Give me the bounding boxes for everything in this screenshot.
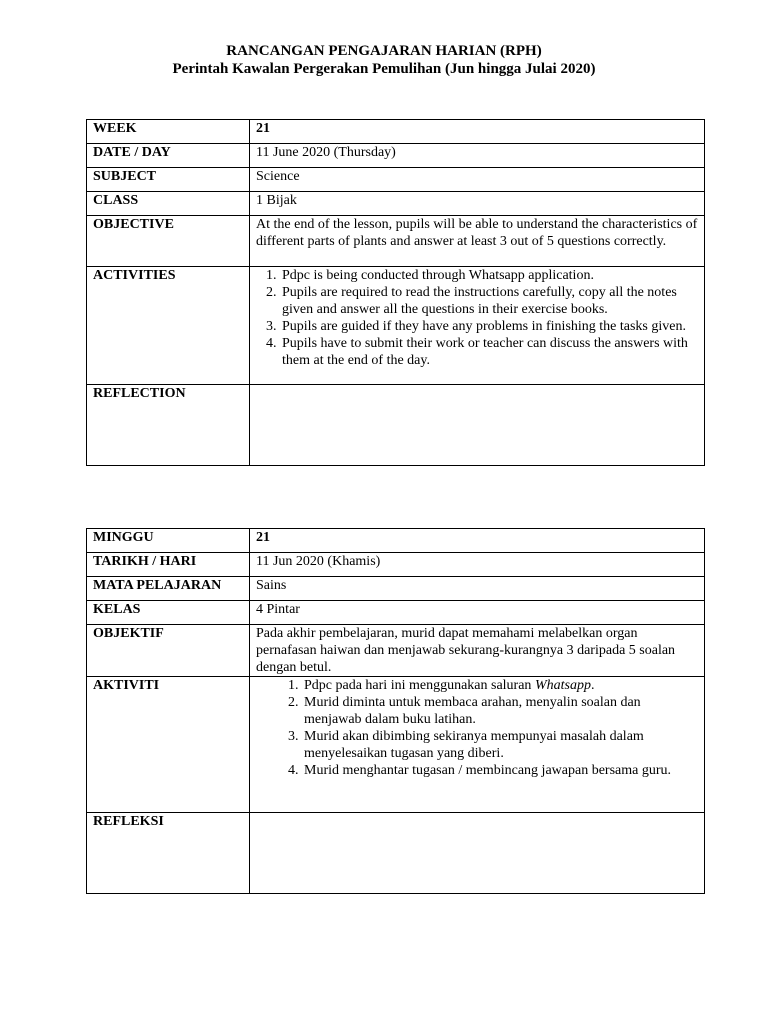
- aktiviti-cell: [250, 677, 705, 813]
- table-row: [87, 192, 705, 216]
- reflection-label: REFLECTION: [87, 385, 250, 466]
- objective-value: At the end of the lesson, pupils will be able to understand the characteristics of different parts of plants and answer at least 3 out of 5 questions correctly.: [250, 216, 705, 267]
- list-item: 4. Murid menghantar tugasan / membincang jawapan bersama guru.: [302, 762, 698, 779]
- kelas-value: 4 Pintar: [250, 601, 705, 625]
- document-subtitle: Perintah Kawalan Pergerakan Pemulihan (Jun hingga Julai 2020): [172, 61, 596, 77]
- kelas-label: KELAS: [87, 601, 250, 625]
- mata-pelajaran-label: MATA PELAJARAN: [87, 577, 250, 601]
- list-item: 1. Pdpc is being conducted through Whatsapp application.: [280, 267, 698, 284]
- subject-label: SUBJECT: [87, 168, 250, 192]
- reflection-value: [250, 385, 705, 466]
- objektif-label: OBJEKTIF: [87, 625, 250, 677]
- week-label: WEEK: [87, 120, 250, 144]
- subject-value: Science: [250, 168, 705, 192]
- minggu-value: 21: [250, 529, 705, 553]
- document-header: [0, 42, 768, 78]
- lesson-plan-table-malay: [86, 528, 705, 894]
- table-row: [87, 601, 705, 625]
- tarikh-label: TARIKH / HARI: [87, 553, 250, 577]
- list-item: [302, 677, 698, 694]
- list-item: 3. Pupils are guided if they have any problems in finishing the tasks given.: [280, 318, 698, 335]
- class-value: 1 Bijak: [250, 192, 705, 216]
- aktiviti-1-suffix: .: [590, 678, 595, 693]
- refleksi-label: REFLEKSI: [87, 813, 250, 894]
- aktiviti-list: [256, 677, 698, 779]
- week-value: 21: [250, 120, 705, 144]
- class-label: CLASS: [87, 192, 250, 216]
- table-row: [87, 577, 705, 601]
- activities-label: ACTIVITIES: [87, 267, 250, 385]
- document-title: RANCANGAN PENGAJARAN HARIAN (RPH): [226, 43, 542, 59]
- date-value: 11 June 2020 (Thursday): [250, 144, 705, 168]
- table-row: [87, 120, 705, 144]
- table-row: [87, 813, 705, 894]
- table-row: [87, 385, 705, 466]
- aktiviti-1-italic: Whatsapp: [534, 678, 591, 693]
- table-row: [87, 677, 705, 813]
- objective-label: OBJECTIVE: [87, 216, 250, 267]
- table-row: [87, 168, 705, 192]
- activities-list: [256, 267, 698, 369]
- table-row: [87, 553, 705, 577]
- date-label: DATE / DAY: [87, 144, 250, 168]
- list-item: 4. Pupils have to submit their work or teacher can discuss the answers with them at the end of the day.: [280, 335, 698, 369]
- activities-cell: [250, 267, 705, 385]
- minggu-label: MINGGU: [87, 529, 250, 553]
- refleksi-value: [250, 813, 705, 894]
- list-item: 2. Pupils are required to read the instructions carefully, copy all the notes given and answer all the questions in their exercise books.: [280, 284, 698, 318]
- list-item: 2. Murid diminta untuk membaca arahan, menyalin soalan dan menjawab dalam buku latihan.: [302, 694, 698, 728]
- table-row: [87, 625, 705, 677]
- tarikh-value: 11 Jun 2020 (Khamis): [250, 553, 705, 577]
- table-row: [87, 216, 705, 267]
- mata-pelajaran-value: Sains: [250, 577, 705, 601]
- table-row: [87, 529, 705, 553]
- aktiviti-label: AKTIVITI: [87, 677, 250, 813]
- lesson-plan-table-english: [86, 119, 705, 466]
- table-row: [87, 267, 705, 385]
- aktiviti-1-prefix: Pdpc pada hari ini menggunakan saluran: [304, 678, 535, 693]
- list-item: 3. Murid akan dibimbing sekiranya mempunyai masalah dalam menyelesaikan tugasan yang diberi.: [302, 728, 698, 762]
- objektif-value: Pada akhir pembelajaran, murid dapat memahami melabelkan organ pernafasan haiwan dan menjawab sekurang-kurangnya 3 daripada 5 soalan dengan betul.: [250, 625, 705, 677]
- table-row: [87, 144, 705, 168]
